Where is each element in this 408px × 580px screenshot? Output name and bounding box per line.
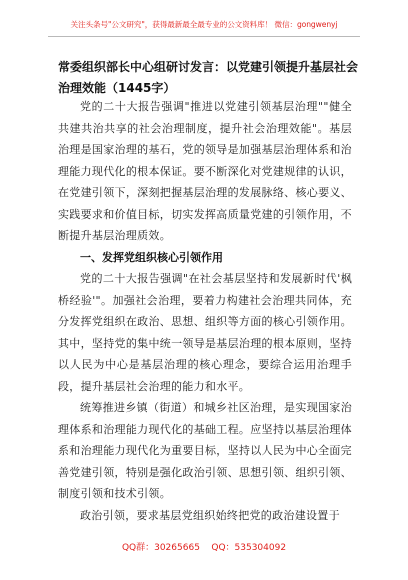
- document-title: 常委组织部长中心组研讨发言：以党建引领提升基层社会治理效能（1445字）: [58, 60, 359, 95]
- header-banner: [48, 12, 360, 37]
- header-promo-text: 关注头条号"公文研究"，获得最新最全最专业的公文资料库！ 微信：gongwenyj: [70, 20, 338, 29]
- footer-contact: QQ群：30265665 QQ：535304092: [121, 543, 287, 553]
- body-paragraph: 政治引领，要求基层党组织始终把党的政治建设置于: [80, 508, 340, 522]
- document-body: [58, 96, 352, 526]
- intro-paragraph: 党的二十大报告强调"推进以党建引领基层治理""健全共建共治共享的社会治理制度，提升社会治理效能"。基层治理是国家治理的基石，党的领导是加强基层治理体系和治理能力现代化的根本保证。要不断深化对党建规律的认识，在党建引领下，深刻把握基层治理的发展脉络、核心要义、实践要求和价值目标，切实发挥高质量党建的引领作用，不断提升基层治理质效。: [58, 100, 352, 242]
- body-paragraph: 党的二十大报告强调"在社会基层坚持和发展新时代'枫桥经验'"。加强社会治理，要着力构建社会治理共同体，充分发挥党组织在政治、思想、组织等方面的核心引领作用。其中，坚持党的集中统一领导是基层治理的根本原则，坚持以人民为中心是基层治理的核心理念，要综合运用治理手段，提升基层社会治理的能力和水平。: [58, 272, 352, 393]
- body-paragraph: 统筹推进乡镇（街道）和城乡社区治理，是实现国家治理体系和治理能力现代化的基础工程。应坚持以基层治理体系和治理能力现代化为重要目标，坚持以人民为中心全面完善党建引领，特别是强化政治引领、思想引领、组织引领、制度引领和技术引领。: [58, 401, 352, 500]
- section-heading: 一、发挥党组织核心引领作用: [80, 250, 223, 264]
